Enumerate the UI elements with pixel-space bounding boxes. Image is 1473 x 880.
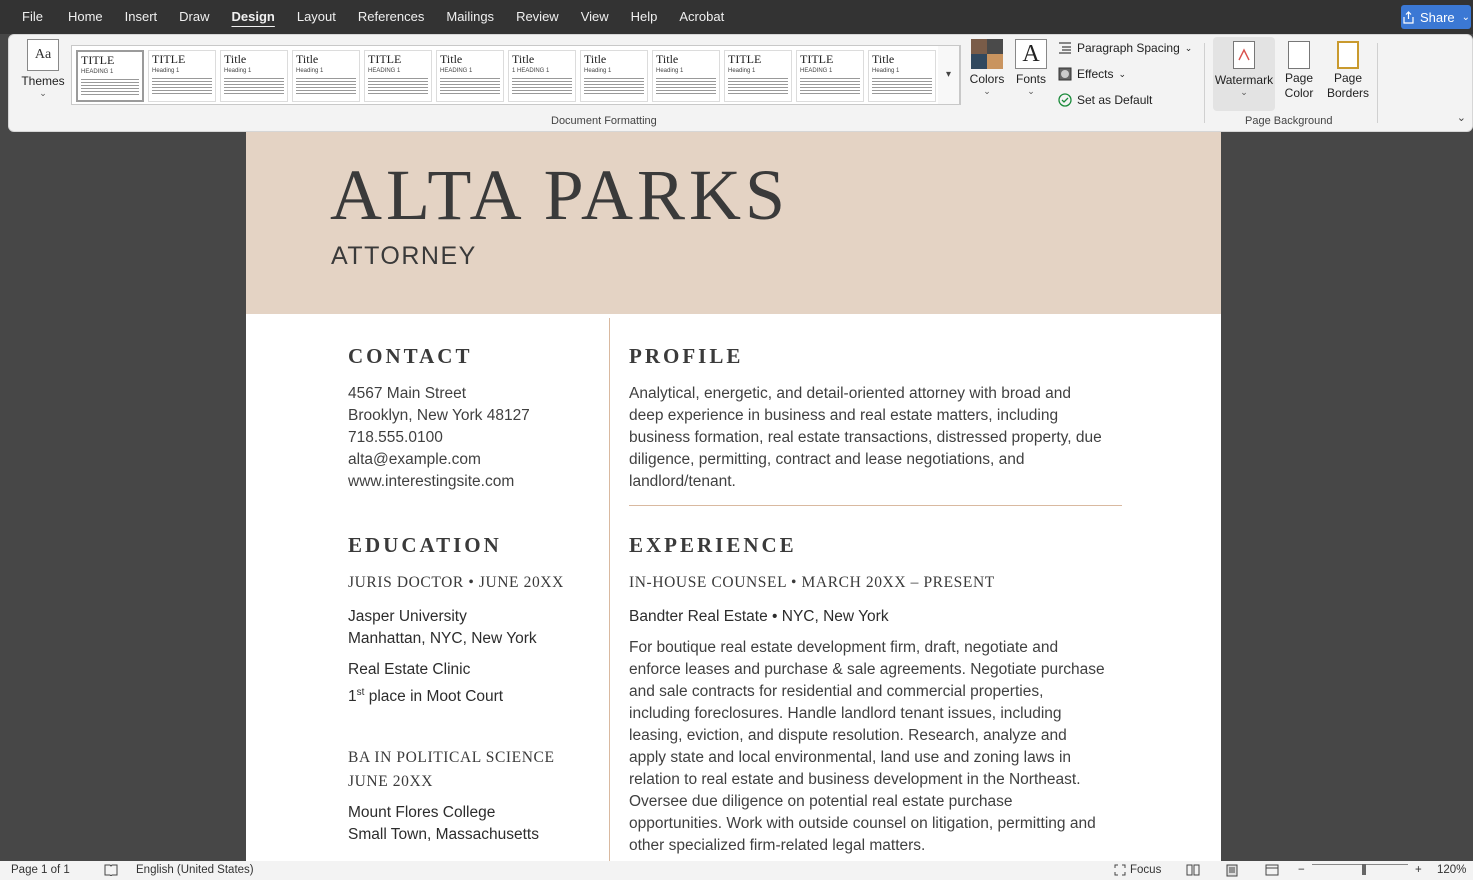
page-borders-line2: Borders: [1326, 86, 1370, 100]
style-set-thumbnail[interactable]: [76, 50, 144, 102]
experience-role: IN-HOUSE COUNSEL • MARCH 20XX – PRESENT: [629, 574, 995, 591]
menu-bar: [0, 0, 1473, 34]
style-set-body-lines: [584, 76, 644, 94]
moot-superscript: st: [356, 687, 365, 698]
school-line: Mount Flores College: [348, 804, 496, 821]
style-set-body-lines: [512, 76, 572, 94]
profile-line: business formation, real estate transactions, distressed property, due: [629, 429, 1102, 446]
style-set-title: TITLE: [728, 52, 762, 66]
language-status[interactable]: English (United States): [136, 864, 254, 876]
zoom-slider-thumb[interactable]: [1362, 864, 1366, 875]
degree-2: [348, 746, 555, 794]
menu-view[interactable]: View: [580, 9, 609, 24]
style-set-title: Title: [872, 52, 895, 66]
style-set-heading: Heading 1: [656, 68, 684, 74]
degree-2-line2: JUNE 20XX: [348, 773, 434, 790]
school-1: [348, 606, 537, 650]
share-label: Share: [1419, 9, 1455, 25]
experience-line: opportunities. Work with outside counsel on litigation, permitting and: [629, 815, 1096, 832]
page-color-button[interactable]: [1277, 41, 1321, 101]
page-borders-button[interactable]: [1323, 41, 1373, 101]
page-color-line1: Page: [1284, 71, 1314, 85]
page-color-line2: Color: [1284, 86, 1314, 100]
colors-icon: [971, 39, 1003, 69]
set-as-default-label: Set as Default: [1077, 93, 1153, 107]
experience-line: apply state and local environmental, land use and zoning laws in: [629, 749, 1072, 766]
experience-line: and sale contracts for residential and commercial properties,: [629, 683, 1044, 700]
effects-icon: [1058, 67, 1072, 81]
share-icon: [1402, 11, 1415, 24]
column-divider: [609, 318, 610, 861]
style-set-heading: Heading 1: [584, 68, 612, 74]
set-as-default-button[interactable]: [1058, 93, 1152, 107]
contact-line: www.interestingsite.com: [348, 473, 515, 490]
read-mode-icon[interactable]: [1186, 864, 1200, 879]
experience-description: [629, 637, 1129, 857]
style-set-body-lines: [296, 76, 356, 94]
menu-design[interactable]: Design: [231, 9, 275, 24]
style-set-thumbnail[interactable]: [292, 50, 360, 102]
page-background-group-label: Page Background: [1245, 115, 1333, 127]
style-set-thumbnail[interactable]: [724, 50, 792, 102]
style-set-gallery: [71, 45, 961, 105]
contact-line: alta@example.com: [348, 451, 481, 468]
style-set-heading: Heading 1: [872, 68, 900, 74]
proofing-icon[interactable]: [104, 864, 118, 879]
style-set-title: Title: [296, 52, 319, 66]
style-set-body-lines: [368, 76, 428, 94]
menu-insert[interactable]: Insert: [124, 9, 158, 24]
experience-line: relation to real estate and business development in the Northeast.: [629, 771, 1081, 788]
style-set-title: TITLE: [81, 53, 115, 67]
degree-2-line1: BA IN POLITICAL SCIENCE: [348, 749, 555, 766]
style-set-thumbnail[interactable]: [868, 50, 936, 102]
menu-mailings[interactable]: Mailings: [446, 9, 495, 24]
effects-button[interactable]: [1058, 67, 1126, 81]
moot-number: 1: [348, 688, 357, 706]
paragraph-spacing-label: Paragraph Spacing: [1077, 41, 1180, 55]
style-set-title: Title: [584, 52, 607, 66]
focus-icon: [1114, 864, 1126, 876]
ribbon-separator: [1204, 43, 1205, 123]
clinic-line: Real Estate Clinic: [348, 661, 471, 678]
focus-label: Focus: [1130, 864, 1162, 876]
menu-references[interactable]: References: [357, 9, 425, 24]
style-set-heading: HEADING 1: [368, 68, 401, 74]
experience-line: leasing, eviction, and dispute resolution. Research, analyze and: [629, 727, 1067, 744]
school-line: Small Town, Massachusetts: [348, 826, 539, 843]
style-set-heading: Heading 1: [224, 68, 252, 74]
paragraph-spacing-button[interactable]: [1058, 41, 1192, 55]
themes-label: Themes: [21, 74, 65, 88]
style-set-heading: 1 HEADING 1: [512, 68, 550, 74]
status-bar: [0, 861, 1473, 880]
fonts-icon: A: [1015, 39, 1047, 69]
experience-line: other specialized firm-related legal matters.: [629, 837, 926, 854]
watermark-icon: [1233, 41, 1255, 69]
resume-title: ATTORNEY: [331, 242, 477, 270]
style-set-thumbnail[interactable]: [220, 50, 288, 102]
zoom-in-button[interactable]: +: [1415, 864, 1422, 876]
style-set-title: Title: [512, 52, 535, 66]
style-set-body-lines: [656, 76, 716, 94]
style-set-title: TITLE: [152, 52, 186, 66]
menu-review[interactable]: Review: [516, 9, 559, 24]
themes-button[interactable]: [19, 39, 67, 99]
chevron-down-icon: ⌄: [39, 88, 47, 98]
profile-text: [629, 383, 1129, 493]
themes-icon: Aa: [27, 39, 59, 71]
moot-text: place in Moot Court: [364, 688, 504, 706]
page-count[interactable]: Page 1 of 1: [11, 864, 70, 876]
contact-block: [348, 383, 530, 493]
style-set-thumbnail[interactable]: [580, 50, 648, 102]
style-set-thumbnail[interactable]: [148, 50, 216, 102]
paragraph-spacing-icon: [1058, 41, 1072, 55]
profile-line: diligence, permitting, contract and lease negotiations, and: [629, 451, 1025, 468]
collapse-ribbon-icon[interactable]: ⌄: [1456, 112, 1466, 124]
zoom-slider-track[interactable]: [1312, 864, 1408, 865]
page-borders-line1: Page: [1333, 71, 1363, 85]
profile-line: deep experience in business and real estate matters, including: [629, 407, 1059, 424]
contact-line: Brooklyn, New York 48127: [348, 407, 530, 424]
watermark-button[interactable]: [1213, 37, 1275, 111]
menu-layout[interactable]: Layout: [296, 9, 336, 24]
menu-file[interactable]: File: [22, 9, 43, 24]
experience-heading: EXPERIENCE: [629, 533, 797, 557]
fonts-label: Fonts: [1015, 72, 1046, 86]
zoom-level[interactable]: 120%: [1437, 864, 1467, 876]
style-set-body-lines: [81, 77, 139, 95]
watermark-label: Watermark: [1214, 73, 1274, 87]
style-set-heading: HEADING 1: [81, 69, 114, 75]
style-set-thumbnail[interactable]: [652, 50, 720, 102]
style-set-thumbnail[interactable]: [436, 50, 504, 102]
experience-line: Oversee due diligence on potential real estate purchase: [629, 793, 1013, 810]
section-divider: [629, 505, 1122, 506]
degree-1: JURIS DOCTOR • JUNE 20XX: [348, 574, 564, 591]
experience-line: For boutique real estate development firm, draft, negotiate and: [629, 639, 1059, 656]
resume-name: ALTA PARKS: [330, 155, 790, 235]
school-line: Manhattan, NYC, New York: [348, 630, 537, 647]
style-set-body-lines: [800, 76, 860, 94]
style-set-title: Title: [224, 52, 247, 66]
moot-court-line: [348, 682, 503, 708]
experience-line: including foreclosures. Handle landlord tenant issues, including: [629, 705, 1062, 722]
document-page[interactable]: [246, 132, 1221, 861]
menu-draw[interactable]: Draw: [179, 9, 210, 24]
web-layout-icon[interactable]: [1265, 864, 1279, 879]
colors-label: Colors: [969, 72, 1005, 86]
contact-line: 718.555.0100: [348, 429, 443, 446]
chevron-down-icon: ⌄: [1118, 68, 1127, 79]
gallery-more-button[interactable]: ▾: [938, 45, 960, 105]
profile-line: landlord/tenant.: [629, 473, 736, 490]
school-2: [348, 802, 539, 846]
style-set-title: TITLE: [800, 52, 834, 66]
effects-label: Effects: [1077, 67, 1114, 81]
style-set-title: Title: [656, 52, 679, 66]
style-set-heading: Heading 1: [728, 68, 756, 74]
style-set-body-lines: [440, 76, 500, 94]
menu-help[interactable]: Help: [630, 9, 658, 24]
page-color-icon: [1288, 41, 1310, 69]
chevron-down-icon: ⌄: [1240, 87, 1248, 97]
chevron-down-icon: ⌄: [1027, 86, 1035, 96]
style-set-title: Title: [440, 52, 463, 66]
style-set-body-lines: [872, 76, 932, 94]
zoom-out-button[interactable]: −: [1298, 864, 1305, 876]
profile-line: Analytical, energetic, and detail-oriented attorney with broad and: [629, 385, 1072, 402]
style-set-heading: HEADING 1: [800, 68, 833, 74]
chevron-down-icon: ⌄: [1184, 42, 1193, 53]
style-set-thumbnail[interactable]: [364, 50, 432, 102]
ribbon: [8, 34, 1473, 132]
ribbon-separator: [1377, 43, 1378, 123]
style-set-body-lines: [152, 76, 212, 94]
print-layout-icon[interactable]: [1226, 864, 1238, 880]
profile-heading: PROFILE: [629, 344, 744, 368]
fonts-button[interactable]: [1011, 39, 1051, 97]
focus-button[interactable]: [1114, 864, 1161, 876]
chevron-down-icon: ⌄: [1461, 11, 1471, 23]
education-heading: EDUCATION: [348, 533, 502, 557]
style-set-heading: HEADING 1: [440, 68, 473, 74]
experience-line: enforce leases and purchase & sale agreements. Negotiate purchase: [629, 661, 1105, 678]
document-formatting-group-label: Document Formatting: [551, 115, 657, 127]
menu-acrobat[interactable]: Acrobat: [679, 9, 725, 24]
menu-home[interactable]: Home: [67, 9, 103, 24]
style-set-body-lines: [728, 76, 788, 94]
clinic-info: [348, 659, 503, 708]
style-set-title: TITLE: [368, 52, 402, 66]
contact-line: 4567 Main Street: [348, 385, 467, 402]
chevron-down-icon: ⌄: [983, 86, 991, 96]
style-set-body-lines: [224, 76, 284, 94]
school-line: Jasper University: [348, 608, 467, 625]
style-set-heading: Heading 1: [296, 68, 324, 74]
colors-button[interactable]: [967, 39, 1007, 97]
share-button[interactable]: [1401, 5, 1471, 29]
experience-company: Bandter Real Estate • NYC, New York: [629, 608, 889, 625]
style-set-thumbnail[interactable]: [796, 50, 864, 102]
style-set-thumbnail[interactable]: [508, 50, 576, 102]
page-borders-icon: [1337, 41, 1359, 69]
check-circle-icon: [1058, 93, 1072, 107]
style-set-heading: Heading 1: [152, 68, 180, 74]
contact-heading: CONTACT: [348, 344, 473, 368]
